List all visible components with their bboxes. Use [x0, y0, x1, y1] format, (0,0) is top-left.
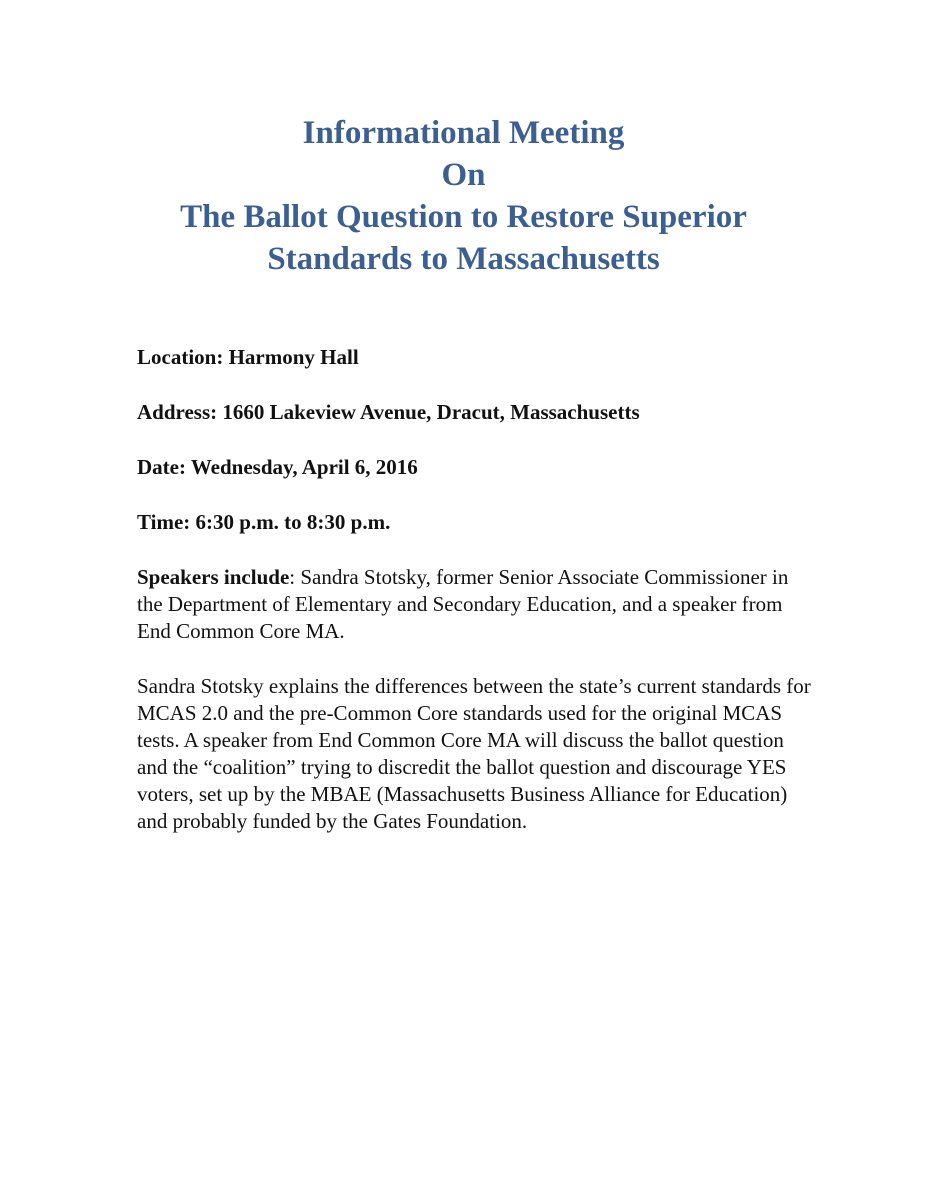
flyer-title: [100, 112, 827, 280]
title-line-1: Informational Meeting: [302, 115, 625, 151]
location-line: Location: Harmony Hall: [137, 345, 359, 369]
title-line-3: The Ballot Question to Restore Superior: [180, 199, 747, 235]
title-line-4: Standards to Massachusetts: [267, 241, 660, 277]
time-line: Time: 6:30 p.m. to 8:30 p.m.: [137, 510, 391, 534]
address-line: Address: 1660 Lakeview Avenue, Dracut, Massachusetts: [137, 400, 640, 424]
title-line-2: On: [441, 157, 486, 193]
meeting-details: [137, 344, 817, 835]
speakers-label: Speakers include: [137, 565, 290, 589]
speakers-text: : Sandra Stotsky, former Senior Associate Commissioner in the Department of Elementary and Secondary Education, and a speaker from End Common Core MA.: [137, 565, 789, 643]
speakers-paragraph: [137, 564, 817, 645]
date-line: Date: Wednesday, April 6, 2016: [137, 455, 418, 479]
description-paragraph: Sandra Stotsky explains the differences between the state’s current standards for MCAS 2.0 and the pre-Common Core standards used for the original MCAS tests. A speaker from End Common Core MA will discuss the ballot question and the “coalition” trying to discredit the ballot question and discourage YES voters, set up by the MBAE (Massachusetts Business Alliance for Education) and probably funded by the Gates Foundation.: [137, 674, 811, 833]
